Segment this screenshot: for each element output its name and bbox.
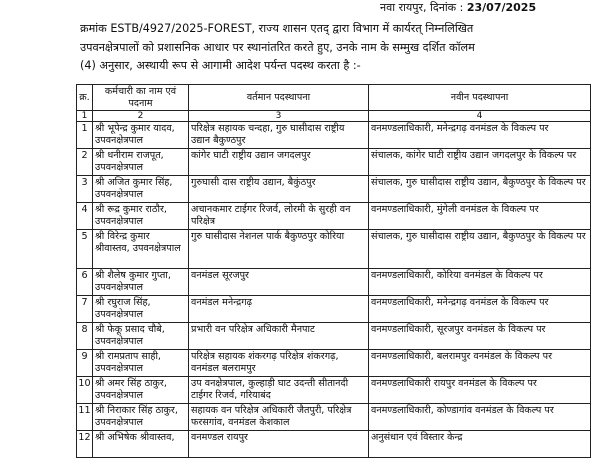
header-employee-name: कर्मचारी का नाम एवं पदनाम	[93, 85, 189, 111]
new-posting-cell: वनमण्डलाधिकारी, मुंगेली वनमंडल के विकल्प पर	[369, 203, 591, 230]
serial-cell: 3	[77, 176, 93, 203]
table-row	[77, 176, 591, 203]
serial-cell: 2	[77, 149, 93, 176]
current-posting-cell: वनमण्डल रायपुर	[189, 431, 369, 458]
current-posting-cell: प्रभारी वन परिक्षेत्र अधिकारी मैनपाट	[189, 323, 369, 350]
table-row	[77, 350, 591, 377]
table-row	[77, 230, 591, 269]
name-cell: श्री फेकू प्रसाद चौबे, उपवनक्षेत्रपाल	[93, 323, 189, 350]
new-posting-cell: संचालक, गुरु घासीदास राष्ट्रीय उद्यान, बैकुण्ठपुर के विकल्प पर	[369, 176, 591, 203]
name-cell: श्री अजित कुमार सिंह, उपवनक्षेत्रपाल	[93, 176, 189, 203]
name-cell: श्री रघुराज सिंह, उपवनक्षेत्रपाल	[93, 296, 189, 323]
serial-cell: 6	[77, 269, 93, 296]
new-posting-cell: वनमण्डलाधिकारी, कोण्डागांव वनमंडल के विकल्प पर	[369, 404, 591, 431]
name-cell: श्री भूपेन्द्र कुमार यादव, उपवनक्षेत्रपाल	[93, 122, 189, 149]
intro-line-1: क्रमांक ESTB/4927/2025-FOREST, राज्य शासन एतद् द्वारा विभाग में कार्यरत् निम्नलिखित	[80, 22, 474, 35]
current-posting-cell: वनमंडल सूरजपुर	[189, 269, 369, 296]
serial-cell: 4	[77, 203, 93, 230]
header-serial: क्र.	[77, 85, 93, 111]
column-number-row	[77, 111, 591, 122]
new-posting-cell: वनमण्डलाधिकारी, सूरजपुर वनमंडल के विकल्प पर	[369, 323, 591, 350]
current-posting-cell: अचानकमार टाईगर रिजर्व, लोरमी के सुरही वन परिक्षेत्र	[189, 203, 369, 230]
new-posting-cell: संचालक, गुरु घासीदास राष्ट्रीय उद्यान, बैकुण्ठपुर के विकल्प पर	[369, 230, 591, 269]
name-cell: श्री अमर सिंह ठाकुर, उपवनक्षेत्रपाल	[93, 377, 189, 404]
current-posting-cell: गुरुघासी दास राष्ट्रीय उद्यान, बैकुंठपुर	[189, 176, 369, 203]
current-posting-cell: परिक्षेत्र सहायक शंकरगढ़ परिक्षेत्र शंकरगढ़, वनमंडल बलरामपुर	[189, 350, 369, 377]
table-header-row	[77, 85, 591, 111]
table-row	[77, 149, 591, 176]
intro-paragraph	[80, 20, 585, 76]
name-cell: श्री धनीराम राजपूत, उपवनक्षेत्रपाल	[93, 149, 189, 176]
column-number: 3	[189, 111, 369, 122]
current-posting-cell: उप वनक्षेत्रपाल, कुल्हाड़ी घाट उदन्ती सीतानदी टाईगर रिजर्व, गरियाबंद	[189, 377, 369, 404]
place-date-line	[380, 0, 536, 15]
new-posting-cell: वनमण्डलाधिकारी रायपुर वनमंडल के विकल्प पर	[369, 377, 591, 404]
name-cell: श्री निराकार सिंह ठाकुर, उपवनक्षेत्रपाल	[93, 404, 189, 431]
new-posting-cell: वनमण्डलाधिकारी, मनेन्द्रगढ़ वनमंडल के विकल्प पर	[369, 296, 591, 323]
intro-line-3: (4) अनुसार, अस्थायी रूप से आगामी आदेश पर्यन्त पदस्थ करता है :-	[80, 59, 361, 72]
current-posting-cell: सहायक वन परिक्षेत्र अधिकारी जैतपुरी, परिक्षेत्र फरसगांव, वनमंडल केशकाल	[189, 404, 369, 431]
table-row	[77, 296, 591, 323]
intro-line-2: उपवनक्षेत्रपालों को प्रशासनिक आधार पर स्थानांतरित करते हुए, उनके नाम के सम्मुख दर्शित कॉलम	[80, 40, 475, 54]
serial-cell: 9	[77, 350, 93, 377]
new-posting-cell: संचालक, कांगेर घाटी राष्ट्रीय उद्यान जगदलपुर के विकल्प पर	[369, 149, 591, 176]
serial-cell: 12	[77, 431, 93, 458]
table-row	[77, 431, 591, 458]
order-date: 23/07/2025	[466, 1, 537, 14]
serial-cell: 1	[77, 122, 93, 149]
serial-cell: 7	[77, 296, 93, 323]
name-cell: श्री रूद्र कुमार राठौर, उपवनक्षेत्रपाल	[93, 203, 189, 230]
table-row	[77, 269, 591, 296]
table-row	[77, 203, 591, 230]
name-cell: श्री रामप्रताप साही, उपवनक्षेत्रपाल	[93, 350, 189, 377]
new-posting-cell: वनमण्डलाधिकारी, मनेन्द्रगढ़ वनमंडल के विकल्प पर	[369, 122, 591, 149]
name-cell: श्री शैलेष कुमार गुप्ता, उपवनक्षेत्रपाल	[93, 269, 189, 296]
current-posting-cell: वनमंडल मनेन्द्रगढ़	[189, 296, 369, 323]
current-posting-cell: परिक्षेत्र सहायक चन्दहा, गुरु घासीदास राष्ट्रीय उद्यान बैकुण्ठपुर	[189, 122, 369, 149]
column-number: 2	[93, 111, 189, 122]
current-posting-cell: गुरु घासीदास नेशनल पार्क बैकुण्ठपुर कोरिया	[189, 230, 369, 269]
table-row	[77, 122, 591, 149]
place-date-prefix: नवा रायपुर, दिनांक :	[380, 1, 464, 14]
table-row	[77, 323, 591, 350]
new-posting-cell: अनुसंधान एवं विस्तार केन्द्र	[369, 431, 591, 458]
new-posting-cell: वनमण्डलाधिकारी, कोरिया वनमंडल के विकल्प पर	[369, 269, 591, 296]
name-cell: श्री विरेन्द्र कुमार श्रीवास्तव, उपवनक्षेत्रपाल	[93, 230, 189, 269]
serial-cell: 8	[77, 323, 93, 350]
serial-cell: 5	[77, 230, 93, 269]
current-posting-cell: कांगेर घाटी राष्ट्रीय उद्यान जगदलपुर	[189, 149, 369, 176]
name-cell: श्री अभिषेक श्रीवास्तव,	[93, 431, 189, 458]
table-row	[77, 404, 591, 431]
table-row	[77, 377, 591, 404]
serial-cell: 11	[77, 404, 93, 431]
serial-cell: 10	[77, 377, 93, 404]
header-current-posting: वर्तमान पदस्थापना	[189, 85, 369, 111]
column-number: 4	[369, 111, 591, 122]
new-posting-cell: वनमण्डलाधिकारी, बलरामपुर वनमंडल के विकल्प पर	[369, 350, 591, 377]
column-number: 1	[77, 111, 93, 122]
header-new-posting: नवीन पदस्थापना	[369, 85, 591, 111]
transfer-table	[76, 84, 591, 458]
